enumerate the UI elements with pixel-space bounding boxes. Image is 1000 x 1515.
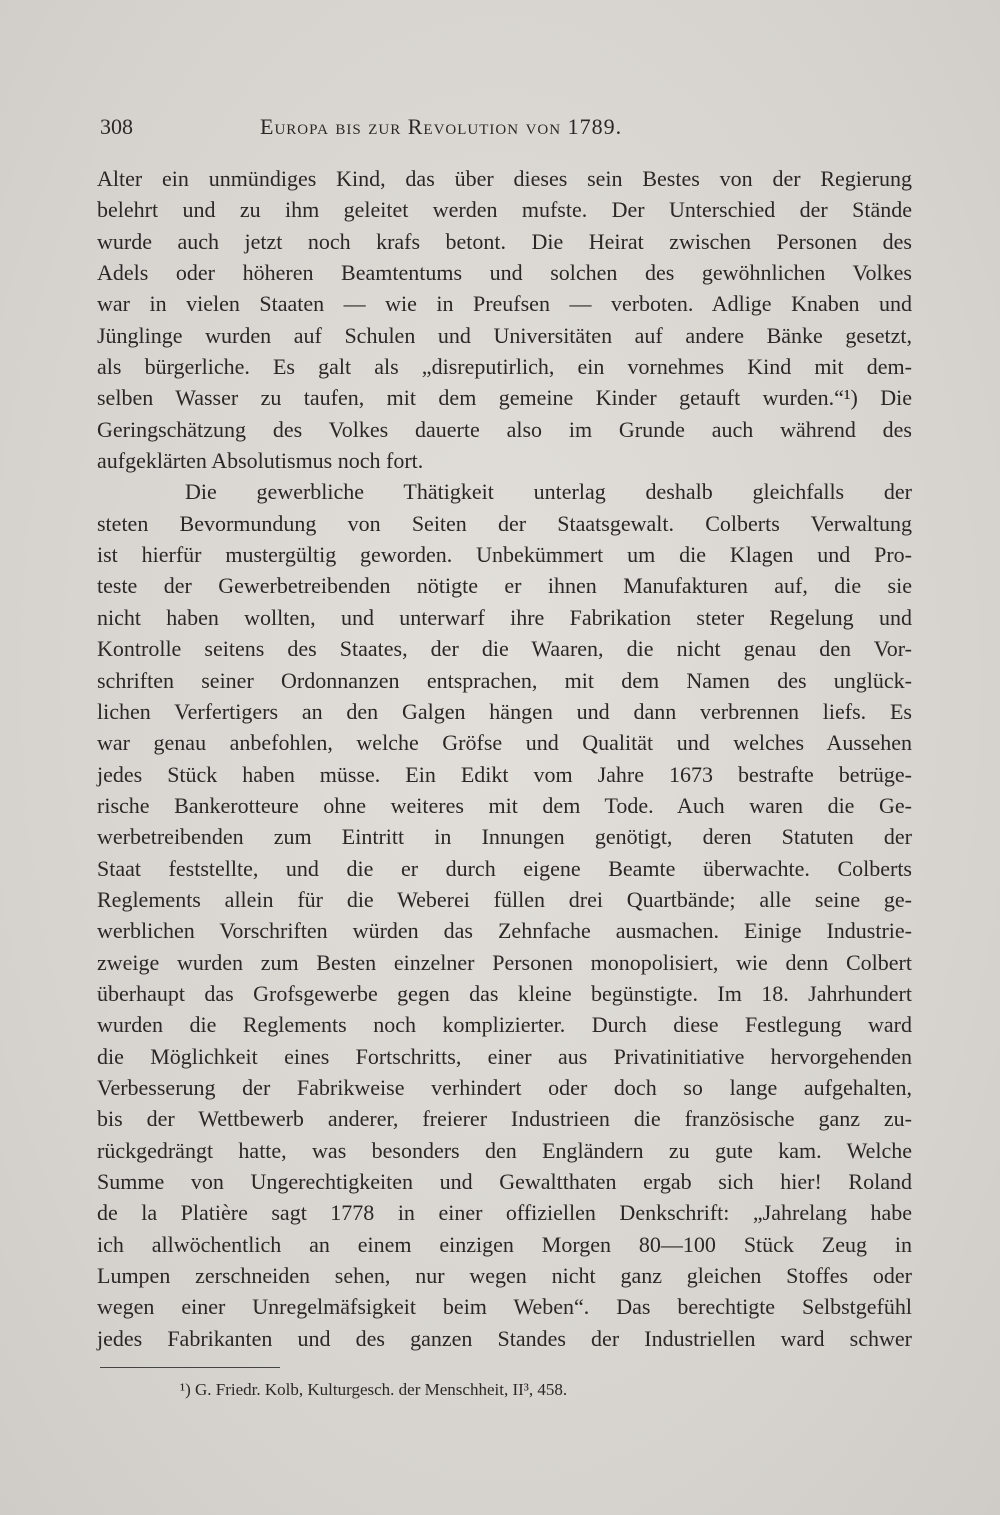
text-line: rückgedrängt hatte, was besonders den Engländern zu gute kam. Welche — [97, 1137, 912, 1163]
running-title: Europa bis zur Revolution von 1789. — [260, 114, 623, 139]
text-line: werbetreibenden zum Eintritt in Innungen genötigt, deren Statuten der — [97, 824, 912, 850]
text-line: zweige wurden zum Besten einzelner Personen monopolisiert, wie denn Colbert — [97, 949, 912, 975]
text-line: Summe von Ungerechtigkeiten und Gewaltthaten ergab sich hier! Roland — [97, 1169, 912, 1194]
text-line: ist hierfür mustergültig geworden. Unbekümmert um die Klagen und Pro- — [97, 542, 912, 568]
text-line: Reglements allein für die Weberei füllen drei Quartbände; alle seine ge- — [97, 886, 912, 912]
text-line: ich allwöchentlich an einem einzigen Morgen 80—100 Stück Zeug in — [97, 1231, 912, 1257]
text-line: Lumpen zerschneiden sehen, nur wegen nicht ganz gleichen Stoffes oder — [97, 1263, 912, 1289]
text-line: Geringschätzung des Volkes dauerte also im Grunde auch während des — [97, 416, 912, 442]
page-number: 308 — [100, 114, 133, 139]
page-header — [100, 112, 910, 142]
text-line: steten Bevormundung von Seiten der Staatsgewalt. Colberts Verwaltung — [97, 510, 912, 536]
text-line: die Möglichkeit eines Fortschritts, einer aus Privatinitiative hervorgehenden — [97, 1043, 912, 1069]
text-line: Kontrolle seitens des Staates, der die Waaren, die nicht genau den Vor- — [97, 636, 912, 662]
text-line: lichen Verfertigers an den Galgen hängen und dann verbrennen liefs. Es — [97, 698, 912, 724]
body-text — [97, 163, 912, 1354]
text-line: wegen einer Unregelmäfsigkeit beim Weben“. Das berechtigte Selbstgefühl — [97, 1294, 912, 1320]
text-line: wurde auch jetzt noch krafs betont. Die Heirat zwischen Personen des — [97, 228, 912, 254]
text-line: überhaupt das Grofsgewerbe gegen das kleine begünstigte. Im 18. Jahrhundert — [97, 980, 912, 1006]
text-line: schriften seiner Ordonnanzen entsprachen, mit dem Namen des unglück- — [97, 667, 912, 693]
text-line: war in vielen Staaten — wie in Preufsen — verboten. Adlige Knaben und — [97, 291, 912, 317]
text-line: nicht haben wollten, und unterwarf ihre Fabrikation steter Regelung und — [97, 604, 912, 630]
text-line: wurden die Reglements noch komplizierter. Durch diese Festlegung ward — [97, 1012, 912, 1038]
text-line: belehrt und zu ihm geleitet werden mufste. Der Unterschied der Stände — [97, 197, 912, 223]
text-line: Alter ein unmündiges Kind, das über dieses sein Bestes von der Regierung — [97, 166, 912, 191]
text-line: Staat feststellte, und die er durch eigene Beamte überwachte. Colberts — [97, 855, 912, 881]
text-line: Adels oder höheren Beamtentums und solchen des gewöhnlichen Volkes — [97, 260, 912, 286]
text-line: bis der Wettbewerb anderer, freierer Industrieen die französische ganz zu- — [97, 1106, 912, 1132]
paragraph-start-line: Die gewerbliche Thätigkeit unterlag deshalb gleichfalls der — [185, 479, 912, 505]
text-line: war genau anbefohlen, welche Gröfse und Qualität und welches Aussehen — [97, 730, 912, 756]
footnote-divider — [100, 1367, 280, 1368]
text-line: teste der Gewerbetreibenden nötigte er ihnen Manufakturen auf, die sie — [97, 573, 912, 599]
text-line: jedes Stück haben müsse. Ein Edikt vom Jahre 1673 bestrafte betrüge- — [97, 761, 912, 787]
text-line: aufgeklärten Absolutismus noch fort. — [97, 448, 424, 474]
text-line: de la Platière sagt 1778 in einer offiziellen Denkschrift: „Jahrelang habe — [97, 1200, 912, 1226]
text-line: Jünglinge wurden auf Schulen und Universitäten auf andere Bänke gesetzt, — [97, 322, 912, 348]
text-line: selben Wasser zu taufen, mit dem gemeine Kinder getauft wurden.“¹) Die — [97, 385, 912, 411]
text-line: werblichen Vorschriften würden das Zehnfache ausmachen. Einige Industrie- — [97, 918, 912, 944]
text-line: als bürgerliche. Es galt als „disreputirlich, ein vornehmes Kind mit dem- — [97, 354, 912, 380]
footnote: ¹) G. Friedr. Kolb, Kulturgesch. der Menschheit, II³, 458. — [180, 1380, 568, 1399]
text-line: jedes Fabrikanten und des ganzen Standes der Industriellen ward schwer — [97, 1325, 912, 1351]
text-line: Verbesserung der Fabrikweise verhindert oder doch so lange aufgehalten, — [97, 1074, 912, 1100]
text-line: rische Bankerotteure ohne weiteres mit dem Tode. Auch waren die Ge- — [97, 792, 912, 818]
